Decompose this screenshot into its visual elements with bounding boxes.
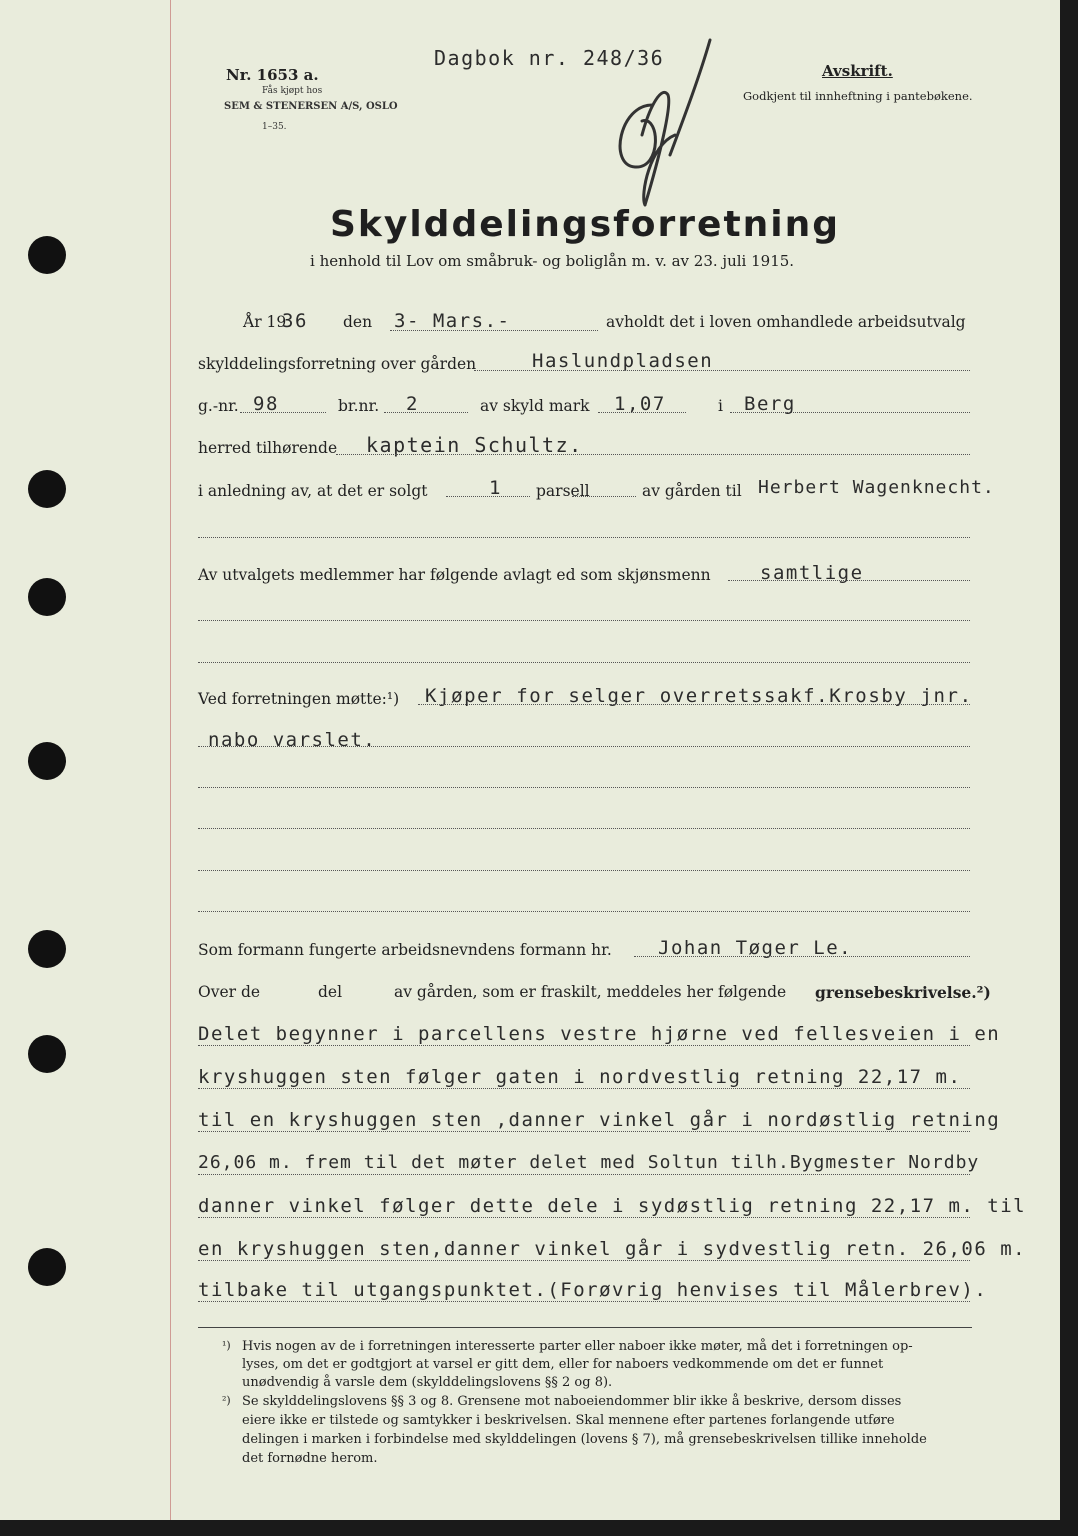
signature — [590, 35, 730, 215]
page-title: Skylddelingsforretning — [330, 204, 841, 245]
description-line: til en kryshuggen sten ,danner vinkel går i nordøstlig retning — [198, 1109, 1001, 1131]
footnote-2-mark: ²) — [222, 1394, 231, 1407]
attendees-value2: nabo varslet. — [208, 729, 377, 751]
margin-line — [170, 0, 171, 1520]
line4-label: herred tilhørende — [198, 439, 338, 457]
page-subtitle: i henhold til Lov om småbruk- og boliglån m. v. av 23. juli 1915. — [310, 252, 795, 270]
parsell-label: parsell — [536, 482, 590, 500]
footnote-2-line: det fornødne herom. — [242, 1451, 378, 1466]
line8-label: Som formann fungerte arbeidsnevndens formann hr. — [198, 941, 612, 959]
footnote-2-line: Se skylddelingslovens §§ 3 og 8. Grensene mot naboeiendommer blir ikke å beskrive, dersom disses — [242, 1394, 902, 1409]
date-value: 3- Mars.- — [394, 310, 511, 332]
description-line: 26,06 m. frem til det møter delet med Soltun tilh.Bygmester Nordby — [198, 1152, 980, 1173]
farm-value: Haslundpladsen — [532, 350, 714, 372]
gnr-label: g.-nr. — [198, 397, 239, 415]
skyld-label: av skyld mark — [480, 397, 590, 415]
dagbok-number: Dagbok nr. 248/36 — [434, 46, 665, 70]
footnote-1-line: lyses, om det er godtgjort at varsel er gitt dem, eller for naboers vedkommende om det er funnet — [242, 1357, 884, 1372]
line6-label: Av utvalgets medlemmer har følgende avlagt ed som skjønsmenn — [198, 566, 711, 584]
skyld-value: 1,07 — [614, 393, 666, 415]
formann-value: Johan Tøger Le. — [658, 937, 853, 959]
punch-hole — [28, 470, 66, 508]
footnote-2-line: delingen i marken i forbindelse med skylddelingen (lovens § 7), må grensebeskrivelsen tillike inneholde — [242, 1432, 927, 1447]
gnr-value: 98 — [253, 393, 279, 415]
publisher-line3: 1–35. — [262, 122, 287, 132]
footnote-2-line: eiere ikke er tilstede og samtykker i beskrivelsen. Skal mennene efter partenes forlangende utføre — [242, 1413, 895, 1428]
publisher-line2: SEM & STENERSEN A/S, OSLO — [224, 101, 398, 112]
description-line: tilbake til utgangspunktet.(Forøvrig henvises til Målerbrev). — [198, 1279, 988, 1301]
del-label: del — [318, 983, 343, 1001]
description-line: kryshuggen sten følger gaten i nordvestlig retning 22,17 m. — [198, 1066, 962, 1088]
ar-label: År 19 — [243, 313, 287, 331]
punch-hole — [28, 236, 66, 274]
form-number: Nr. 1653 a. — [226, 66, 319, 84]
punch-hole — [28, 578, 66, 616]
footnote-1-mark: ¹) — [222, 1339, 231, 1352]
line7-label: Ved forretningen møtte:¹) — [198, 690, 400, 708]
buyer-label: av gården til — [642, 482, 742, 500]
description-line: en kryshuggen sten,danner vinkel går i sydvestlig retn. 26,06 m. — [198, 1238, 1027, 1260]
footnote-1-line: Hvis nogen av de i forretningen interesserte parter eller naboer ikke møter, må det i forretningen op- — [242, 1339, 913, 1354]
description-line: Delet begynner i parcellens vestre hjørne ved fellesveien i en — [198, 1023, 1001, 1045]
owner-value: kaptein Schultz. — [366, 433, 583, 457]
footnote-separator — [198, 1327, 972, 1328]
i-label: i — [718, 397, 723, 415]
year-value: 36 — [282, 310, 308, 332]
godkjent-label: Godkjent til innheftning i pantebøkene. — [743, 89, 973, 103]
count-value: 1 — [489, 477, 502, 499]
place-value: Berg — [744, 393, 796, 415]
signature-mark — [590, 35, 730, 215]
line1-rest: avholdt det i loven omhandlede arbeidsutvalg — [606, 313, 966, 331]
punch-hole — [28, 1248, 66, 1286]
over-label: Over de — [198, 983, 261, 1001]
punch-hole — [28, 742, 66, 780]
footnote-1-line: unødvendig å varsle dem (skylddelingslovens §§ 2 og 8). — [242, 1375, 613, 1390]
buyer-value: Herbert Wagenknecht. — [758, 477, 995, 498]
attendees-value: Kjøper for selger overretssakf.Krosby jnr. — [425, 685, 973, 707]
line9-rest: av gården, som er fraskilt, meddeles her følgende — [394, 983, 787, 1001]
punch-hole — [28, 930, 66, 968]
grensebeskrivelse-label: grensebeskrivelse.²) — [815, 983, 991, 1002]
brnr-value: 2 — [406, 393, 419, 415]
line5-label: i anledning av, at det er solgt — [198, 482, 428, 500]
line2-label: skylddelingsforretning over gården — [198, 355, 477, 373]
den-label: den — [343, 313, 373, 331]
publisher-line1: Fås kjøpt hos — [262, 86, 323, 96]
punch-hole — [28, 1035, 66, 1073]
skjonsmenn-value: samtlige — [760, 562, 864, 584]
avskrift-label: Avskrift. — [822, 62, 893, 80]
description-line: danner vinkel følger dette dele i sydøstlig retning 22,17 m. til — [198, 1195, 1027, 1217]
brnr-label: br.nr. — [338, 397, 380, 415]
